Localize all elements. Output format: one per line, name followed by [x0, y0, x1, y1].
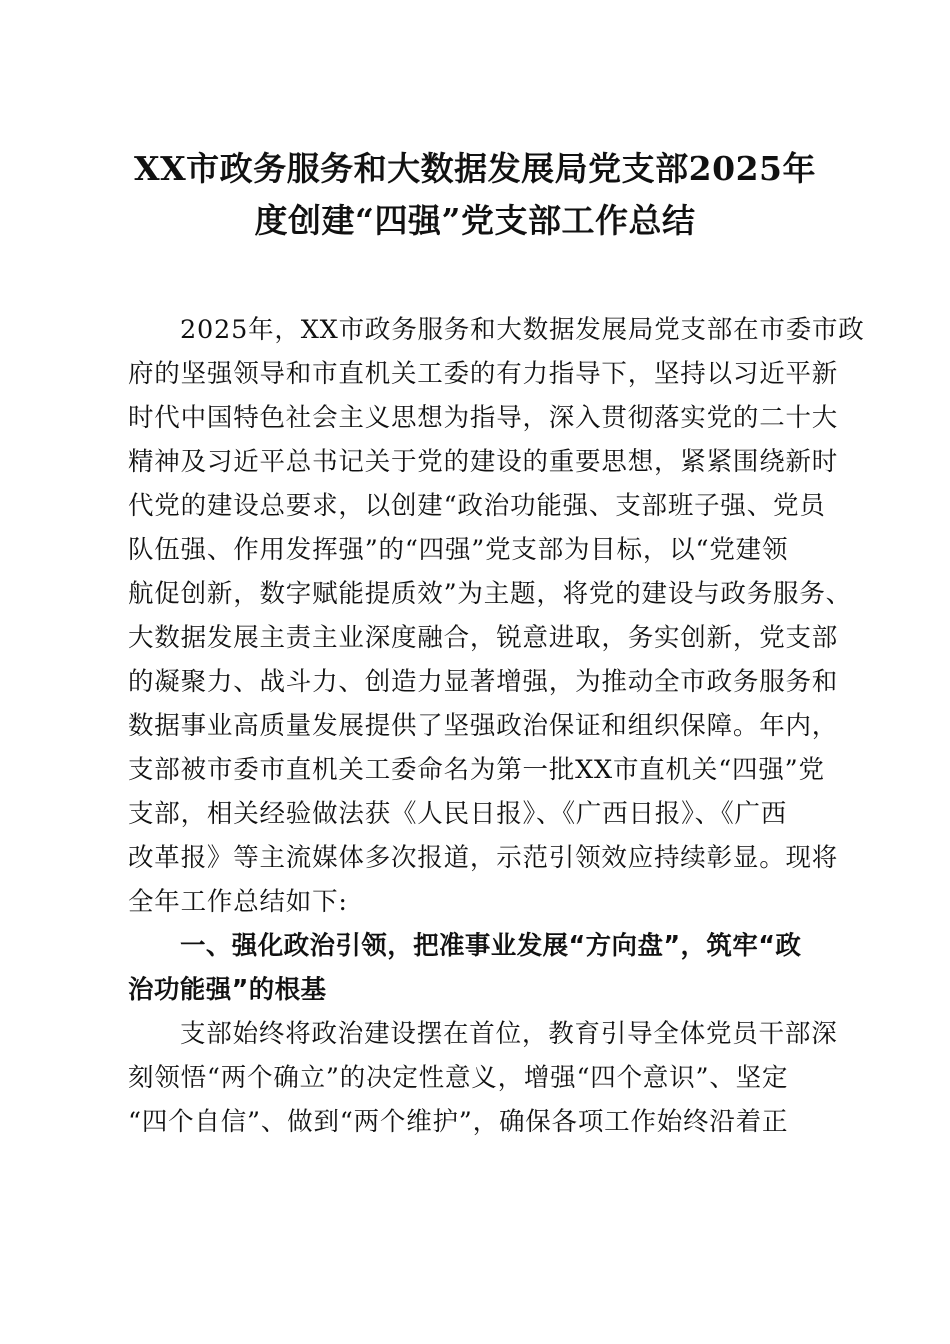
intro-paragraph: [128, 308, 865, 924]
heading-line: 治功能强”的根基: [128, 975, 327, 1005]
document-body: [128, 308, 865, 1144]
paragraph-line: 代党的建设总要求，以创建“政治功能强、支部班子强、党员: [128, 491, 826, 521]
paragraph-line: 精神及习近平总书记关于党的建设的重要思想，紧紧围绕新时: [128, 447, 839, 477]
section-heading: [128, 924, 828, 1012]
paragraph-line: 时代中国特色社会主义思想为指导，深入贯彻落实党的二十大: [128, 403, 839, 433]
paragraph-line: 府的坚强领导和市直机关工委的有力指导下，坚持以习近平新: [128, 359, 839, 389]
title-line: XX市政务服务和大数据发展局党支部2025年: [133, 149, 817, 188]
section-paragraph: [128, 1012, 838, 1144]
document-title: [100, 143, 850, 247]
paragraph-line: 的凝聚力、战斗力、创造力显著增强，为推动全市政务服务和: [128, 667, 839, 697]
paragraph-line: 改革报》等主流媒体多次报道，示范引领效应持续彰显。现将: [128, 843, 839, 873]
paragraph-line: 支部被市委市直机关工委命名为第一批XX市直机关“四强”党: [128, 755, 825, 785]
heading-line: 一、强化政治引领，把准事业发展“方向盘”，筑牢“政: [180, 931, 802, 961]
paragraph-line: 大数据发展主责主业深度融合，锐意进取，务实创新，党支部: [128, 623, 839, 653]
paragraph-line: 支部始终将政治建设摆在首位，教育引导全体党员干部深: [180, 1019, 838, 1049]
paragraph-line: 数据事业高质量发展提供了坚强政治保证和组织保障。年内，: [128, 711, 839, 741]
paragraph-line: 2025年，XX市政务服务和大数据发展局党支部在市委市政: [180, 315, 865, 345]
paragraph-line: 航促创新，数字赋能提质效”为主题，将党的建设与政务服务、: [128, 579, 852, 609]
paragraph-line: 支部，相关经验做法获《人民日报》、《广西日报》、《广西: [128, 799, 788, 829]
title-line: 度创建“四强”党支部工作总结: [254, 201, 696, 240]
paragraph-line: 全年工作总结如下:: [128, 887, 348, 917]
paragraph-line: “四个自信”、做到“两个维护”，确保各项工作始终沿着正: [128, 1107, 789, 1137]
paragraph-line: 队伍强、作用发挥强”的“四强”党支部为目标，以“党建领: [128, 535, 789, 565]
paragraph-line: 刻领悟“两个确立”的决定性意义，增强“四个意识”、坚定: [128, 1063, 789, 1093]
